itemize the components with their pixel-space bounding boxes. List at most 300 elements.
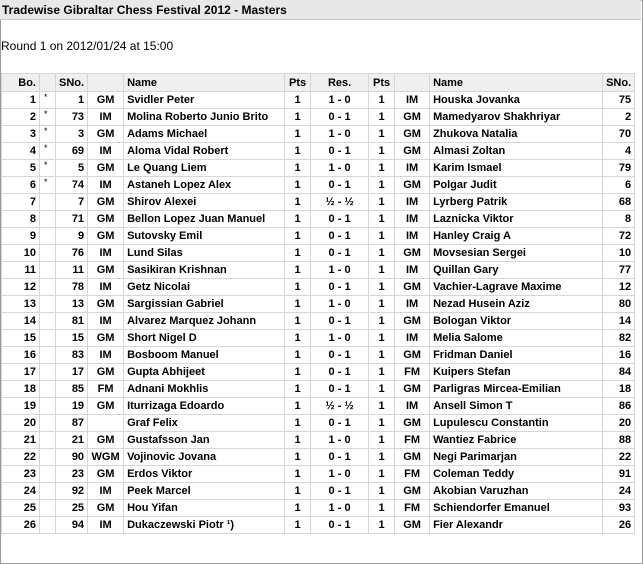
black-sno: 80 [603, 296, 635, 313]
white-pts: 1 [285, 466, 311, 483]
star-marker [40, 500, 56, 517]
header-star [40, 74, 56, 92]
white-title: GM [88, 432, 124, 449]
white-name: Sargissian Gabriel [124, 296, 285, 313]
board-number: 3 [2, 126, 40, 143]
black-title: GM [395, 279, 430, 296]
star-marker: * [40, 177, 56, 194]
star-marker: * [40, 143, 56, 160]
black-pts: 1 [369, 449, 395, 466]
white-title: IM [88, 347, 124, 364]
table-row [2, 262, 635, 279]
white-sno: 78 [56, 279, 88, 296]
white-name: Dukaczewski Piotr ¹) [124, 517, 285, 534]
black-sno: 10 [603, 245, 635, 262]
white-pts: 1 [285, 109, 311, 126]
white-name: Vojinovic Jovana [124, 449, 285, 466]
black-sno: 2 [603, 109, 635, 126]
board-number: 9 [2, 228, 40, 245]
black-name: Almasi Zoltan [430, 143, 603, 160]
result: 1 - 0 [311, 126, 369, 143]
black-pts: 1 [369, 279, 395, 296]
table-row [2, 364, 635, 381]
star-marker [40, 483, 56, 500]
table-row [2, 347, 635, 364]
board-number: 1 [2, 92, 40, 109]
table-row [2, 228, 635, 245]
header-res: Res. [311, 74, 369, 92]
star-marker [40, 364, 56, 381]
black-sno: 68 [603, 194, 635, 211]
black-title: GM [395, 517, 430, 534]
black-pts: 1 [369, 92, 395, 109]
black-title: IM [395, 194, 430, 211]
table-row [2, 432, 635, 449]
table-header-row [2, 74, 635, 92]
black-name: Quillan Gary [430, 262, 603, 279]
white-title: FM [88, 381, 124, 398]
black-title: GM [395, 313, 430, 330]
white-sno: 90 [56, 449, 88, 466]
white-title: GM [88, 211, 124, 228]
black-title: IM [395, 398, 430, 415]
black-pts: 1 [369, 517, 395, 534]
black-name: Bologan Viktor [430, 313, 603, 330]
star-marker [40, 466, 56, 483]
black-title: FM [395, 364, 430, 381]
star-marker [40, 449, 56, 466]
white-sno: 5 [56, 160, 88, 177]
black-title: GM [395, 245, 430, 262]
white-sno: 76 [56, 245, 88, 262]
board-number: 22 [2, 449, 40, 466]
star-marker [40, 194, 56, 211]
black-sno: 77 [603, 262, 635, 279]
black-sno: 91 [603, 466, 635, 483]
black-name: Schiendorfer Emanuel [430, 500, 603, 517]
table-row [2, 330, 635, 347]
white-pts: 1 [285, 398, 311, 415]
white-sno: 74 [56, 177, 88, 194]
black-sno: 70 [603, 126, 635, 143]
white-sno: 81 [56, 313, 88, 330]
table-row [2, 415, 635, 432]
white-sno: 85 [56, 381, 88, 398]
board-number: 7 [2, 194, 40, 211]
white-sno: 1 [56, 92, 88, 109]
white-title: GM [88, 160, 124, 177]
white-title: IM [88, 279, 124, 296]
white-pts: 1 [285, 415, 311, 432]
table-row [2, 381, 635, 398]
black-name: Fridman Daniel [430, 347, 603, 364]
white-sno: 69 [56, 143, 88, 160]
black-pts: 1 [369, 160, 395, 177]
star-marker [40, 330, 56, 347]
black-name: Karim Ismael [430, 160, 603, 177]
black-pts: 1 [369, 347, 395, 364]
white-name: Sasikiran Krishnan [124, 262, 285, 279]
star-marker: * [40, 109, 56, 126]
header-sno2: SNo. [603, 74, 635, 92]
white-title: GM [88, 228, 124, 245]
white-pts: 1 [285, 92, 311, 109]
board-number: 19 [2, 398, 40, 415]
black-sno: 75 [603, 92, 635, 109]
star-marker [40, 313, 56, 330]
black-title: GM [395, 126, 430, 143]
header-title2 [395, 74, 430, 92]
white-name: Svidler Peter [124, 92, 285, 109]
board-number: 15 [2, 330, 40, 347]
black-sno: 88 [603, 432, 635, 449]
header-pts2: Pts [369, 74, 395, 92]
table-row [2, 211, 635, 228]
black-name: Wantiez Fabrice [430, 432, 603, 449]
white-sno: 9 [56, 228, 88, 245]
black-pts: 1 [369, 245, 395, 262]
board-number: 21 [2, 432, 40, 449]
black-sno: 86 [603, 398, 635, 415]
white-sno: 23 [56, 466, 88, 483]
black-name: Fier Alexandr [430, 517, 603, 534]
white-title: GM [88, 92, 124, 109]
black-pts: 1 [369, 262, 395, 279]
white-name: Iturrizaga Edoardo [124, 398, 285, 415]
white-pts: 1 [285, 160, 311, 177]
white-sno: 7 [56, 194, 88, 211]
result: 0 - 1 [311, 347, 369, 364]
black-sno: 24 [603, 483, 635, 500]
header-name: Name [124, 74, 285, 92]
white-pts: 1 [285, 517, 311, 534]
black-title: GM [395, 415, 430, 432]
table-row [2, 517, 635, 534]
table-row [2, 279, 635, 296]
board-number: 23 [2, 466, 40, 483]
table-row [2, 160, 635, 177]
board-number: 17 [2, 364, 40, 381]
black-pts: 1 [369, 313, 395, 330]
black-pts: 1 [369, 364, 395, 381]
black-pts: 1 [369, 211, 395, 228]
black-sno: 20 [603, 415, 635, 432]
white-name: Adnani Mokhlis [124, 381, 285, 398]
black-name: Hanley Craig A [430, 228, 603, 245]
board-number: 5 [2, 160, 40, 177]
black-title: GM [395, 177, 430, 194]
white-pts: 1 [285, 449, 311, 466]
white-title: IM [88, 517, 124, 534]
result: 0 - 1 [311, 449, 369, 466]
result: 0 - 1 [311, 483, 369, 500]
white-title: GM [88, 194, 124, 211]
black-sno: 93 [603, 500, 635, 517]
white-name: Shirov Alexei [124, 194, 285, 211]
white-title: IM [88, 143, 124, 160]
result: 0 - 1 [311, 211, 369, 228]
black-sno: 8 [603, 211, 635, 228]
board-number: 25 [2, 500, 40, 517]
white-pts: 1 [285, 194, 311, 211]
white-pts: 1 [285, 211, 311, 228]
white-pts: 1 [285, 483, 311, 500]
result: 0 - 1 [311, 143, 369, 160]
white-name: Bellon Lopez Juan Manuel [124, 211, 285, 228]
black-pts: 1 [369, 109, 395, 126]
board-number: 26 [2, 517, 40, 534]
board-number: 16 [2, 347, 40, 364]
white-name: Molina Roberto Junio Brito [124, 109, 285, 126]
white-sno: 71 [56, 211, 88, 228]
white-name: Erdos Viktor [124, 466, 285, 483]
white-sno: 15 [56, 330, 88, 347]
black-name: Ansell Simon T [430, 398, 603, 415]
result: 0 - 1 [311, 228, 369, 245]
result: ½ - ½ [311, 194, 369, 211]
black-name: Kuipers Stefan [430, 364, 603, 381]
result: 0 - 1 [311, 364, 369, 381]
white-name: Short Nigel D [124, 330, 285, 347]
black-title: GM [395, 483, 430, 500]
black-name: Coleman Teddy [430, 466, 603, 483]
white-title: IM [88, 177, 124, 194]
result: 1 - 0 [311, 92, 369, 109]
black-name: Vachier-Lagrave Maxime [430, 279, 603, 296]
white-pts: 1 [285, 347, 311, 364]
black-sno: 72 [603, 228, 635, 245]
header-bo: Bo. [2, 74, 40, 92]
white-pts: 1 [285, 143, 311, 160]
black-sno: 18 [603, 381, 635, 398]
black-name: Negi Parimarjan [430, 449, 603, 466]
white-name: Lund Silas [124, 245, 285, 262]
black-pts: 1 [369, 381, 395, 398]
white-pts: 1 [285, 500, 311, 517]
white-pts: 1 [285, 262, 311, 279]
white-title: GM [88, 500, 124, 517]
black-sno: 12 [603, 279, 635, 296]
black-name: Lyrberg Patrik [430, 194, 603, 211]
black-title: IM [395, 330, 430, 347]
white-title: IM [88, 109, 124, 126]
result: ½ - ½ [311, 398, 369, 415]
black-sno: 14 [603, 313, 635, 330]
table-row [2, 466, 635, 483]
black-title: IM [395, 211, 430, 228]
result: 1 - 0 [311, 296, 369, 313]
white-sno: 21 [56, 432, 88, 449]
result: 0 - 1 [311, 279, 369, 296]
white-pts: 1 [285, 296, 311, 313]
black-title: IM [395, 228, 430, 245]
board-number: 10 [2, 245, 40, 262]
white-name: Le Quang Liem [124, 160, 285, 177]
white-pts: 1 [285, 432, 311, 449]
black-pts: 1 [369, 500, 395, 517]
result: 0 - 1 [311, 313, 369, 330]
black-pts: 1 [369, 415, 395, 432]
black-pts: 1 [369, 194, 395, 211]
result: 0 - 1 [311, 415, 369, 432]
board-number: 11 [2, 262, 40, 279]
board-number: 6 [2, 177, 40, 194]
result: 1 - 0 [311, 432, 369, 449]
board-number: 2 [2, 109, 40, 126]
white-title: IM [88, 245, 124, 262]
white-name: Adams Michael [124, 126, 285, 143]
star-marker [40, 398, 56, 415]
white-name: Alvarez Marquez Johann [124, 313, 285, 330]
table-row [2, 449, 635, 466]
board-number: 18 [2, 381, 40, 398]
result: 1 - 0 [311, 262, 369, 279]
black-title: GM [395, 143, 430, 160]
board-number: 20 [2, 415, 40, 432]
page-title: Tradewise Gibraltar Chess Festival 2012 - Masters [0, 0, 641, 20]
white-pts: 1 [285, 245, 311, 262]
white-title: IM [88, 483, 124, 500]
header-title [88, 74, 124, 92]
black-title: IM [395, 92, 430, 109]
table-row [2, 313, 635, 330]
white-sno: 92 [56, 483, 88, 500]
white-sno: 83 [56, 347, 88, 364]
result: 1 - 0 [311, 330, 369, 347]
black-name: Movsesian Sergei [430, 245, 603, 262]
white-title: IM [88, 313, 124, 330]
white-sno: 94 [56, 517, 88, 534]
result: 0 - 1 [311, 177, 369, 194]
result: 0 - 1 [311, 381, 369, 398]
white-title: GM [88, 398, 124, 415]
black-name: Zhukova Natalia [430, 126, 603, 143]
black-title: FM [395, 466, 430, 483]
board-number: 12 [2, 279, 40, 296]
table-row [2, 398, 635, 415]
black-name: Parligras Mircea-Emilian [430, 381, 603, 398]
board-number: 14 [2, 313, 40, 330]
white-pts: 1 [285, 330, 311, 347]
white-name: Gustafsson Jan [124, 432, 285, 449]
star-marker [40, 296, 56, 313]
white-pts: 1 [285, 177, 311, 194]
black-title: GM [395, 449, 430, 466]
black-pts: 1 [369, 228, 395, 245]
black-sno: 79 [603, 160, 635, 177]
white-name: Graf Felix [124, 415, 285, 432]
star-marker: * [40, 92, 56, 109]
white-pts: 1 [285, 364, 311, 381]
star-marker [40, 279, 56, 296]
white-title [88, 415, 124, 432]
black-title: GM [395, 381, 430, 398]
black-name: Lupulescu Constantin [430, 415, 603, 432]
table-row [2, 143, 635, 160]
board-number: 13 [2, 296, 40, 313]
white-sno: 3 [56, 126, 88, 143]
black-sno: 22 [603, 449, 635, 466]
black-name: Polgar Judit [430, 177, 603, 194]
star-marker [40, 347, 56, 364]
white-name: Gupta Abhijeet [124, 364, 285, 381]
white-pts: 1 [285, 381, 311, 398]
white-name: Astaneh Lopez Alex [124, 177, 285, 194]
result: 1 - 0 [311, 160, 369, 177]
board-number: 8 [2, 211, 40, 228]
star-marker: * [40, 160, 56, 177]
white-name: Peek Marcel [124, 483, 285, 500]
result: 0 - 1 [311, 517, 369, 534]
black-title: IM [395, 262, 430, 279]
board-number: 4 [2, 143, 40, 160]
table-row [2, 92, 635, 109]
table-row [2, 194, 635, 211]
black-sno: 6 [603, 177, 635, 194]
star-marker [40, 415, 56, 432]
black-pts: 1 [369, 126, 395, 143]
white-sno: 87 [56, 415, 88, 432]
table-row [2, 500, 635, 517]
white-sno: 73 [56, 109, 88, 126]
star-marker: * [40, 126, 56, 143]
white-name: Getz Nicolai [124, 279, 285, 296]
white-sno: 11 [56, 262, 88, 279]
header-pts: Pts [285, 74, 311, 92]
white-pts: 1 [285, 228, 311, 245]
black-pts: 1 [369, 432, 395, 449]
table-row [2, 109, 635, 126]
star-marker [40, 262, 56, 279]
header-name2: Name [430, 74, 603, 92]
table-row [2, 126, 635, 143]
white-name: Hou Yifan [124, 500, 285, 517]
star-marker [40, 228, 56, 245]
black-sno: 26 [603, 517, 635, 534]
black-name: Melia Salome [430, 330, 603, 347]
black-sno: 4 [603, 143, 635, 160]
table-row [2, 483, 635, 500]
white-name: Sutovsky Emil [124, 228, 285, 245]
black-name: Laznicka Viktor [430, 211, 603, 228]
round-info: Round 1 on 2012/01/24 at 15:00 [1, 39, 174, 53]
pairings-table [1, 73, 635, 534]
table-row [2, 245, 635, 262]
black-name: Akobian Varuzhan [430, 483, 603, 500]
white-name: Aloma Vidal Robert [124, 143, 285, 160]
black-pts: 1 [369, 398, 395, 415]
star-marker [40, 211, 56, 228]
black-name: Houska Jovanka [430, 92, 603, 109]
white-sno: 19 [56, 398, 88, 415]
star-marker [40, 517, 56, 534]
black-pts: 1 [369, 296, 395, 313]
header-sno: SNo. [56, 74, 88, 92]
black-pts: 1 [369, 177, 395, 194]
black-sno: 16 [603, 347, 635, 364]
star-marker [40, 432, 56, 449]
black-name: Mamedyarov Shakhriyar [430, 109, 603, 126]
black-pts: 1 [369, 143, 395, 160]
black-sno: 84 [603, 364, 635, 381]
black-pts: 1 [369, 466, 395, 483]
white-title: GM [88, 126, 124, 143]
white-title: GM [88, 262, 124, 279]
result: 0 - 1 [311, 109, 369, 126]
white-title: GM [88, 330, 124, 347]
board-number: 24 [2, 483, 40, 500]
black-pts: 1 [369, 330, 395, 347]
